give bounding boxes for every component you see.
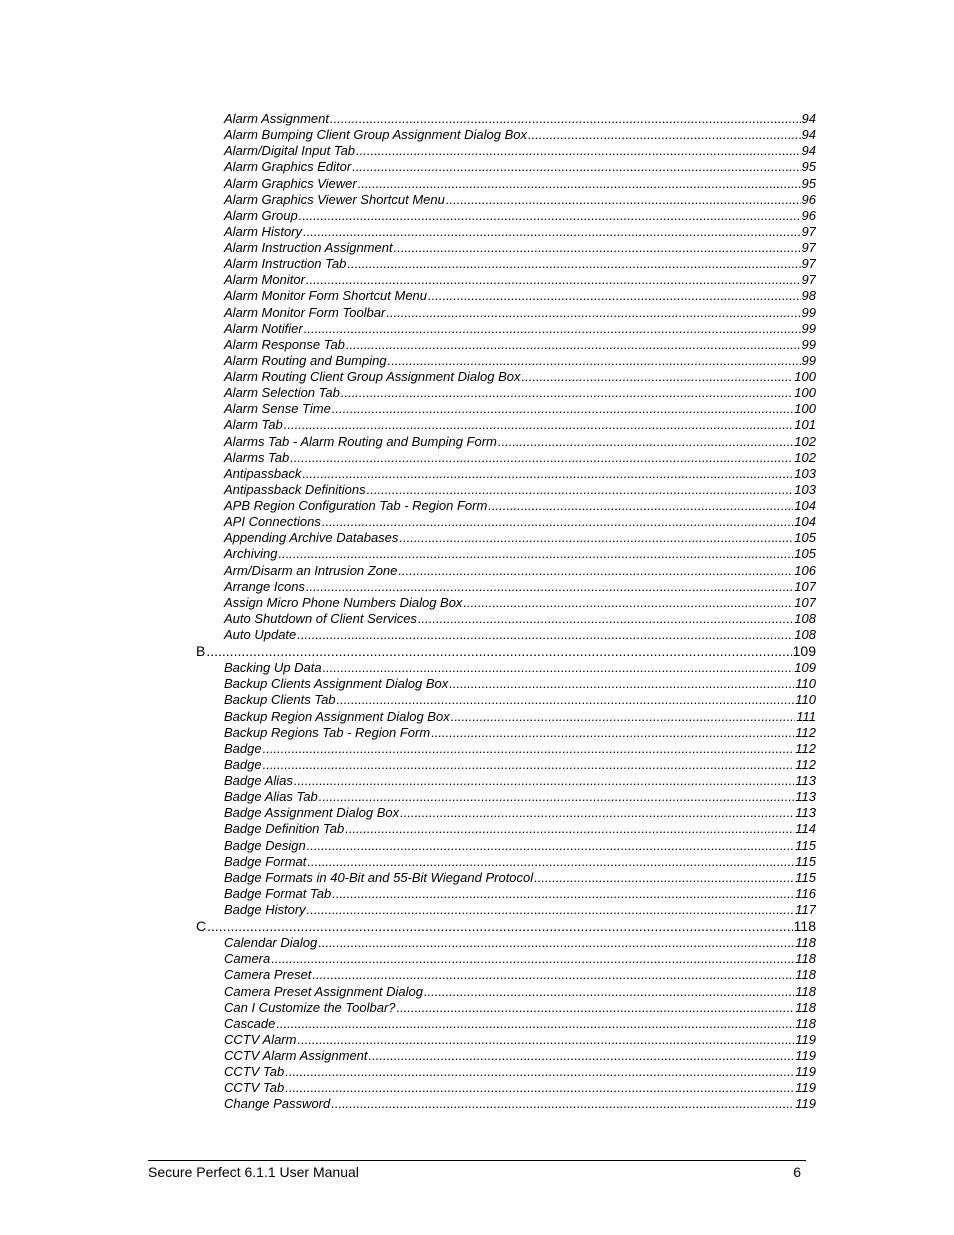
toc-entry[interactable] bbox=[196, 757, 816, 773]
toc-entry-title: Antipassback bbox=[224, 465, 302, 481]
toc-entry-title: Alarm Instruction Assignment bbox=[224, 240, 393, 255]
toc-dot-leader bbox=[322, 514, 793, 529]
toc-entry[interactable] bbox=[196, 514, 816, 530]
toc-entry-page: 118 bbox=[795, 983, 816, 999]
toc-dot-leader bbox=[307, 838, 795, 853]
toc-entry-page: 97 bbox=[801, 223, 816, 239]
toc-entry[interactable] bbox=[196, 1080, 816, 1096]
toc-entry-title: CCTV Tab bbox=[224, 1080, 285, 1096]
toc-entry-page: 96 bbox=[801, 207, 816, 223]
toc-entry[interactable] bbox=[196, 838, 816, 854]
toc-dot-leader bbox=[386, 305, 800, 320]
toc-entry-page: 103 bbox=[794, 465, 816, 481]
toc-dot-leader bbox=[356, 143, 801, 158]
toc-entry-page: 108 bbox=[794, 627, 816, 642]
toc-entry[interactable] bbox=[196, 498, 816, 514]
toc-entry-title: Auto Update bbox=[224, 627, 297, 642]
toc-entry[interactable] bbox=[196, 563, 816, 579]
toc-entry-title: C bbox=[196, 918, 207, 935]
toc-dot-leader bbox=[206, 643, 791, 659]
toc-entry-title: Alarm Sense Time bbox=[224, 401, 331, 417]
toc-entry[interactable] bbox=[196, 773, 816, 789]
toc-entry-page: 119 bbox=[795, 1080, 816, 1096]
toc-entry-page: 119 bbox=[795, 1064, 816, 1080]
toc-entry-page: 101 bbox=[794, 417, 816, 433]
toc-dot-leader bbox=[498, 434, 793, 449]
toc-entry[interactable] bbox=[196, 692, 816, 708]
toc-entry-title: Alarm Monitor Form Toolbar bbox=[224, 304, 386, 320]
toc-entry[interactable] bbox=[196, 353, 816, 369]
toc-entry-title: Alarm Notifier bbox=[224, 320, 303, 336]
toc-entry[interactable] bbox=[196, 305, 816, 321]
toc-entry-page: 99 bbox=[801, 352, 816, 368]
toc-dot-leader bbox=[398, 563, 793, 578]
toc-entry-page: 118 bbox=[795, 935, 816, 951]
toc-entry-title: Backing Up Data bbox=[224, 660, 322, 676]
toc-entry-page: 94 bbox=[801, 111, 816, 126]
toc-entry[interactable] bbox=[196, 935, 816, 951]
toc-entry-title: Change Password bbox=[224, 1096, 331, 1112]
toc-dot-leader bbox=[285, 1064, 794, 1079]
toc-entry[interactable] bbox=[196, 288, 816, 304]
toc-entry[interactable] bbox=[196, 660, 816, 676]
toc-dot-leader bbox=[488, 498, 793, 513]
toc-dot-leader bbox=[304, 321, 801, 336]
toc-entry[interactable] bbox=[196, 611, 816, 627]
toc-entry[interactable] bbox=[196, 159, 816, 175]
toc-entry-page: 94 bbox=[801, 143, 816, 159]
toc-entry-page: 114 bbox=[795, 821, 816, 837]
toc-entry-page: 118 bbox=[795, 967, 816, 983]
toc-entry-page: 97 bbox=[801, 272, 816, 288]
toc-dot-leader bbox=[263, 757, 795, 772]
toc-dot-leader bbox=[449, 676, 794, 691]
toc-entry[interactable] bbox=[196, 256, 816, 272]
toc-entry-page: 115 bbox=[795, 869, 816, 885]
toc-entry-title: Alarm Routing and Bumping bbox=[224, 352, 387, 368]
toc-entry[interactable] bbox=[196, 224, 816, 240]
toc-dot-leader bbox=[446, 192, 801, 207]
toc-dot-leader bbox=[534, 870, 794, 885]
toc-entry[interactable] bbox=[196, 240, 816, 256]
toc-entry-title: Alarm Instruction Tab bbox=[224, 256, 347, 272]
toc-dot-leader bbox=[271, 951, 794, 966]
toc-dot-leader bbox=[312, 967, 794, 982]
toc-entry-title: Archiving bbox=[224, 546, 278, 562]
toc-entry-title: Camera Preset bbox=[224, 967, 312, 983]
toc-entry-title: B bbox=[196, 643, 206, 660]
toc-entry-page: 102 bbox=[794, 433, 816, 449]
toc-entry-page: 100 bbox=[794, 369, 816, 384]
toc-entry-page: 119 bbox=[795, 1031, 816, 1047]
toc-dot-leader bbox=[388, 353, 801, 368]
toc-entry-page: 113 bbox=[795, 789, 816, 805]
toc-entry-title: Appending Archive Databases bbox=[224, 530, 399, 546]
toc-dot-leader bbox=[431, 725, 794, 740]
toc-entry-page: 100 bbox=[794, 385, 816, 401]
toc-dot-leader bbox=[303, 224, 801, 239]
toc-entry-title: Alarms Tab bbox=[224, 449, 290, 465]
toc-entry-title: Backup Clients Assignment Dialog Box bbox=[224, 676, 449, 692]
footer-manual-title: Secure Perfect 6.1.1 User Manual bbox=[148, 1164, 359, 1180]
toc-entry-title: API Connections bbox=[224, 514, 321, 530]
toc-entry-title: Badge Assignment Dialog Box bbox=[224, 805, 400, 821]
toc-dot-leader bbox=[284, 417, 794, 432]
toc-dot-leader bbox=[369, 1048, 795, 1063]
toc-dot-leader bbox=[332, 401, 793, 416]
toc-entry-title: Alarm Monitor bbox=[224, 272, 305, 288]
toc-entry-page: 97 bbox=[801, 240, 816, 255]
toc-entry[interactable] bbox=[196, 1000, 816, 1016]
toc-entry-title: Alarm Group bbox=[224, 207, 298, 223]
toc-entry[interactable] bbox=[196, 741, 816, 757]
toc-entry-page: 119 bbox=[795, 1096, 816, 1112]
toc-entry-page: 95 bbox=[801, 175, 816, 191]
toc-entry-title: Badge bbox=[224, 740, 262, 756]
toc-entry[interactable] bbox=[196, 401, 816, 417]
table-of-contents bbox=[196, 111, 816, 1113]
toc-entry-page: 112 bbox=[795, 756, 816, 772]
toc-dot-leader bbox=[451, 709, 796, 724]
toc-entry-title: Alarm Routing Client Group Assignment Dialog Box bbox=[224, 369, 521, 384]
toc-dot-leader bbox=[418, 611, 793, 626]
toc-entry-title: Backup Clients Tab bbox=[224, 692, 336, 708]
toc-entry-title: Arm/Disarm an Intrusion Zone bbox=[224, 562, 398, 578]
toc-entry-page: 107 bbox=[794, 594, 816, 610]
toc-entry[interactable] bbox=[196, 725, 816, 741]
toc-entry[interactable] bbox=[196, 709, 816, 725]
toc-entry-title: Badge Definition Tab bbox=[224, 821, 345, 837]
toc-entry-title: Camera Preset Assignment Dialog bbox=[224, 983, 423, 999]
toc-entry[interactable] bbox=[196, 984, 816, 1000]
toc-entry-page: 105 bbox=[794, 530, 816, 546]
toc-entry-page: 116 bbox=[795, 885, 816, 901]
toc-entry[interactable] bbox=[196, 627, 816, 643]
toc-entry[interactable] bbox=[196, 854, 816, 870]
toc-dot-leader bbox=[332, 886, 794, 901]
toc-entry-page: 99 bbox=[801, 336, 816, 352]
toc-entry-page: 102 bbox=[794, 449, 816, 465]
toc-entry-title: Alarm Graphics Editor bbox=[224, 159, 352, 175]
toc-entry-page: 118 bbox=[793, 918, 816, 935]
toc-entry-page: 115 bbox=[795, 837, 816, 853]
toc-entry[interactable] bbox=[196, 450, 816, 466]
toc-dot-leader bbox=[323, 660, 794, 675]
toc-entry[interactable] bbox=[196, 902, 816, 918]
toc-dot-leader bbox=[306, 579, 793, 594]
toc-entry-title: Can I Customize the Toolbar? bbox=[224, 999, 396, 1015]
toc-entry-page: 113 bbox=[795, 773, 816, 788]
toc-entry-title: CCTV Alarm bbox=[224, 1031, 297, 1047]
toc-dot-leader bbox=[358, 176, 801, 191]
toc-entry-title: Alarm Bumping Client Group Assignment Dialog Box bbox=[224, 127, 527, 143]
toc-entry[interactable] bbox=[196, 967, 816, 983]
toc-section-heading[interactable] bbox=[196, 643, 816, 660]
toc-entry-title: Badge Alias bbox=[224, 773, 293, 788]
toc-dot-leader bbox=[331, 1096, 794, 1111]
toc-dot-leader bbox=[276, 1016, 794, 1031]
toc-entry-title: Auto Shutdown of Client Services bbox=[224, 610, 417, 626]
toc-entry-title: CCTV Tab bbox=[224, 1064, 285, 1080]
toc-section-heading[interactable] bbox=[196, 918, 816, 935]
toc-entry-page: 100 bbox=[794, 401, 816, 417]
toc-entry[interactable] bbox=[196, 176, 816, 192]
toc-dot-leader bbox=[307, 854, 794, 869]
toc-entry-title: Badge Alias Tab bbox=[224, 789, 318, 805]
toc-entry-title: Alarm Response Tab bbox=[224, 336, 345, 352]
toc-entry-title: Alarm Assignment bbox=[224, 111, 329, 126]
toc-dot-leader bbox=[400, 805, 794, 820]
toc-entry[interactable] bbox=[196, 1032, 816, 1048]
toc-dot-leader bbox=[207, 918, 793, 934]
toc-entry-title: Alarm Graphics Viewer Shortcut Menu bbox=[224, 191, 445, 207]
toc-entry-page: 112 bbox=[795, 740, 816, 756]
toc-dot-leader bbox=[352, 159, 800, 174]
toc-entry-title: Badge Design bbox=[224, 837, 306, 853]
toc-entry-page: 97 bbox=[801, 256, 816, 272]
toc-dot-leader bbox=[399, 530, 793, 545]
toc-entry[interactable] bbox=[196, 951, 816, 967]
toc-entry-page: 111 bbox=[796, 708, 816, 724]
toc-entry-title: Alarm Graphics Viewer bbox=[224, 175, 357, 191]
toc-entry[interactable] bbox=[196, 337, 816, 353]
toc-entry-title: Cascade bbox=[224, 1015, 276, 1031]
toc-entry-title: Badge bbox=[224, 756, 262, 772]
toc-dot-leader bbox=[463, 595, 793, 610]
toc-entry[interactable] bbox=[196, 466, 816, 482]
toc-dot-leader bbox=[263, 741, 795, 756]
toc-entry-page: 118 bbox=[795, 999, 816, 1015]
toc-entry[interactable] bbox=[196, 530, 816, 546]
footer-page-number: 6 bbox=[793, 1164, 801, 1180]
toc-entry[interactable] bbox=[196, 595, 816, 611]
toc-entry-title: Alarm Selection Tab bbox=[224, 385, 340, 401]
toc-entry-page: 118 bbox=[795, 951, 816, 967]
toc-entry-page: 103 bbox=[794, 481, 816, 497]
toc-entry-title: Antipassback Definitions bbox=[224, 481, 366, 497]
toc-entry[interactable] bbox=[196, 272, 816, 288]
toc-entry[interactable] bbox=[196, 579, 816, 595]
toc-entry-page: 94 bbox=[801, 127, 816, 143]
toc-entry-title: Camera bbox=[224, 951, 271, 967]
toc-entry-page: 110 bbox=[795, 692, 816, 708]
toc-dot-leader bbox=[347, 256, 800, 271]
toc-dot-leader bbox=[302, 466, 793, 481]
toc-dot-leader bbox=[297, 1032, 794, 1047]
toc-entry[interactable] bbox=[196, 434, 816, 450]
toc-entry-page: 108 bbox=[794, 610, 816, 626]
toc-entry[interactable] bbox=[196, 208, 816, 224]
toc-entry-page: 109 bbox=[794, 660, 816, 676]
toc-entry-title: APB Region Configuration Tab - Region Form bbox=[224, 498, 488, 513]
toc-dot-leader bbox=[397, 1000, 795, 1015]
toc-entry-page: 104 bbox=[794, 498, 816, 513]
toc-dot-leader bbox=[424, 984, 794, 999]
toc-entry-page: 118 bbox=[795, 1015, 816, 1031]
toc-dot-leader bbox=[528, 127, 801, 142]
toc-dot-leader bbox=[307, 902, 795, 917]
toc-dot-leader bbox=[318, 935, 794, 950]
toc-dot-leader bbox=[299, 208, 801, 223]
toc-dot-leader bbox=[297, 627, 793, 642]
toc-entry[interactable] bbox=[196, 127, 816, 143]
toc-entry-page: 99 bbox=[801, 304, 816, 320]
toc-entry-title: Badge History bbox=[224, 902, 306, 917]
toc-entry-page: 107 bbox=[794, 578, 816, 594]
toc-entry[interactable] bbox=[196, 482, 816, 498]
toc-entry-page: 96 bbox=[801, 191, 816, 207]
toc-entry-page: 110 bbox=[795, 676, 816, 692]
toc-entry-title: Badge Format bbox=[224, 853, 307, 869]
toc-entry-page: 98 bbox=[801, 288, 816, 304]
toc-entry-title: Badge Formats in 40-Bit and 55-Bit Wiegand Protocol bbox=[224, 869, 534, 885]
toc-dot-leader bbox=[278, 546, 793, 561]
toc-entry-title: CCTV Alarm Assignment bbox=[224, 1048, 368, 1063]
toc-entry[interactable] bbox=[196, 789, 816, 805]
toc-entry-page: 109 bbox=[792, 643, 816, 660]
toc-entry-page: 115 bbox=[795, 853, 816, 869]
toc-entry[interactable] bbox=[196, 1048, 816, 1064]
toc-entry-page: 117 bbox=[795, 902, 816, 917]
toc-entry-title: Assign Micro Phone Numbers Dialog Box bbox=[224, 594, 463, 610]
toc-entry[interactable] bbox=[196, 321, 816, 337]
toc-entry[interactable] bbox=[196, 143, 816, 159]
toc-entry[interactable] bbox=[196, 1016, 816, 1032]
toc-dot-leader bbox=[330, 111, 801, 126]
toc-entry[interactable] bbox=[196, 676, 816, 692]
toc-dot-leader bbox=[394, 240, 801, 255]
toc-entry-page: 106 bbox=[794, 562, 816, 578]
toc-dot-leader bbox=[346, 337, 801, 352]
toc-entry[interactable] bbox=[196, 821, 816, 837]
toc-entry-title: Badge Format Tab bbox=[224, 885, 332, 901]
toc-entry[interactable] bbox=[196, 369, 816, 385]
toc-entry-page: 112 bbox=[795, 724, 816, 740]
toc-entry-title: Calendar Dialog bbox=[224, 935, 318, 951]
toc-entry[interactable] bbox=[196, 417, 816, 433]
toc-entry[interactable] bbox=[196, 192, 816, 208]
toc-dot-leader bbox=[428, 288, 801, 303]
toc-entry-title: Backup Region Assignment Dialog Box bbox=[224, 708, 450, 724]
toc-entry[interactable] bbox=[196, 1064, 816, 1080]
toc-entry-title: Alarm History bbox=[224, 223, 303, 239]
toc-entry[interactable] bbox=[196, 870, 816, 886]
page-footer bbox=[148, 1160, 806, 1180]
toc-entry-title: Alarms Tab - Alarm Routing and Bumping Form bbox=[224, 433, 497, 449]
toc-dot-leader bbox=[522, 369, 794, 384]
toc-dot-leader bbox=[337, 692, 795, 707]
toc-dot-leader bbox=[345, 821, 794, 836]
toc-dot-leader bbox=[367, 482, 794, 497]
toc-entry-page: 104 bbox=[794, 514, 816, 530]
toc-dot-leader bbox=[285, 1080, 794, 1095]
toc-dot-leader bbox=[306, 272, 801, 287]
toc-entry[interactable] bbox=[196, 546, 816, 562]
toc-entry-title: Alarm/Digital Input Tab bbox=[224, 143, 356, 159]
toc-dot-leader bbox=[290, 450, 793, 465]
toc-dot-leader bbox=[319, 789, 795, 804]
toc-dot-leader bbox=[294, 773, 794, 788]
toc-entry-page: 105 bbox=[794, 546, 816, 562]
toc-entry-title: Alarm Monitor Form Shortcut Menu bbox=[224, 288, 428, 304]
toc-entry[interactable] bbox=[196, 886, 816, 902]
toc-entry[interactable] bbox=[196, 385, 816, 401]
toc-entry-title: Alarm Tab bbox=[224, 417, 283, 433]
toc-entry-page: 119 bbox=[795, 1048, 816, 1063]
toc-entry-title: Backup Regions Tab - Region Form bbox=[224, 724, 431, 740]
toc-entry[interactable] bbox=[196, 1096, 816, 1112]
toc-entry[interactable] bbox=[196, 111, 816, 127]
toc-entry-title: Arrange Icons bbox=[224, 578, 305, 594]
toc-dot-leader bbox=[341, 385, 793, 400]
toc-entry[interactable] bbox=[196, 805, 816, 821]
toc-entry-page: 99 bbox=[801, 320, 816, 336]
toc-entry-page: 113 bbox=[795, 805, 816, 821]
toc-entry-page: 95 bbox=[801, 159, 816, 175]
